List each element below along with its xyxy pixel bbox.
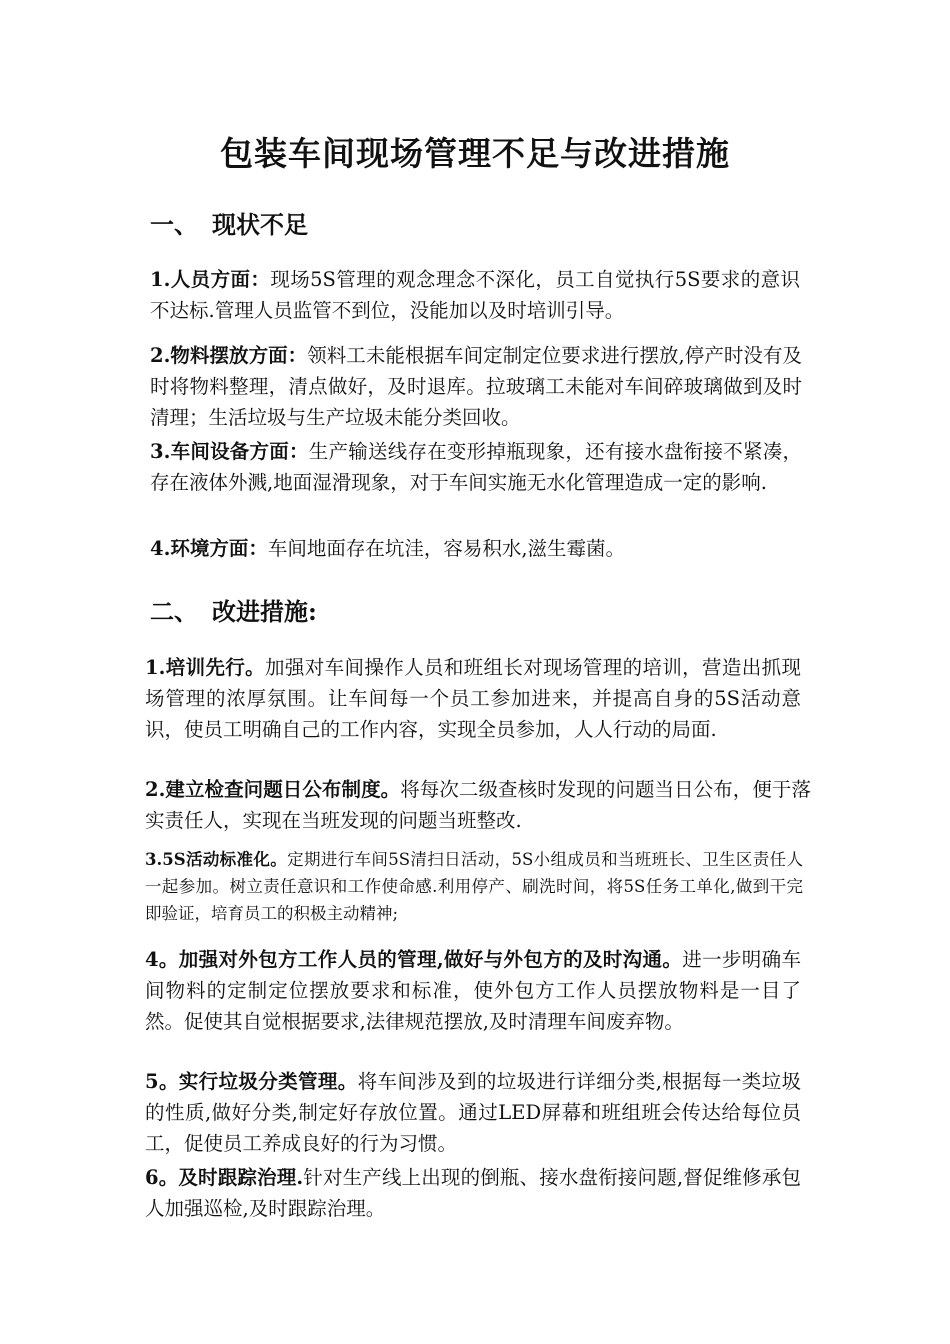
measure-item-waste-sorting bbox=[145, 1066, 801, 1159]
status-item-equipment bbox=[150, 436, 802, 498]
item-label: 1.人员方面： bbox=[150, 268, 271, 291]
measure-item-inspection bbox=[145, 774, 811, 836]
section-number: 二、 bbox=[150, 597, 198, 626]
item-label: 3.车间设备方面： bbox=[150, 440, 309, 463]
section-heading-status bbox=[150, 205, 308, 240]
item-label: 6。及时跟踪治理. bbox=[145, 1166, 304, 1189]
item-text: 领料工未能根据车间定制定位要求进行摆放,停产时没有及时将物料整理，清点做好，及时退库。拉玻璃工未能对车间碎玻璃做到及时清理；生活垃圾与生产垃圾未能分类回收。 bbox=[150, 344, 803, 429]
measure-item-training bbox=[145, 652, 801, 745]
item-text: 将车间涉及到的垃圾进行详细分类,根据每一类垃圾的性质,做好分类,制定好存放位置。通过LED屏幕和班组班会传达给每位员工，促使员工养成良好的行为习惯。 bbox=[145, 1070, 802, 1155]
item-text: 定期进行车间5S清扫日活动，5S小组成员和当班班长、卫生区责任人一起参加。树立责任意识和工作使命感.利用停产、刷洗时间，将5S任务工单化,做到干完即验证，培育员工的积极主动精神; bbox=[145, 850, 803, 923]
item-text: 加强对车间操作人员和班组长对现场管理的培训，营造出抓现场管理的浓厚氛围。让车间每一个员工参加进来，并提高自身的5S活动意识，使员工明确自己的工作内容，实现全员参加，人人行动的局面. bbox=[145, 656, 801, 741]
measure-item-5s-standard bbox=[145, 846, 803, 927]
item-label: 4.环境方面： bbox=[150, 537, 268, 560]
status-item-personnel bbox=[150, 264, 800, 326]
item-text: 针对生产线上出现的倒瓶、接水盘衔接问题,督促维修承包人加强巡检,及时跟踪治理。 bbox=[145, 1166, 801, 1220]
status-item-environment bbox=[150, 533, 802, 564]
section-number: 一、 bbox=[150, 210, 198, 239]
measure-item-tracking bbox=[145, 1162, 801, 1224]
section-title: 现状不足 bbox=[212, 210, 308, 239]
measure-item-outsourcing bbox=[145, 944, 801, 1037]
status-item-materials bbox=[150, 340, 802, 433]
item-text: 现场5S管理的观念理念不深化，员工自觉执行5S要求的意识不达标.管理人员监管不到位，没能加以及时培训引导。 bbox=[150, 268, 801, 322]
document-title: 包装车间现场管理不足与改进措施 bbox=[220, 134, 730, 173]
item-label: 2.物料摆放方面： bbox=[150, 344, 308, 367]
section-title: 改进措施: bbox=[212, 597, 317, 626]
item-label: 2.建立检查问题日公布制度。 bbox=[145, 778, 401, 801]
item-text: 车间地面存在坑洼，容易积水,滋生霉菌。 bbox=[267, 537, 626, 560]
item-text: 生产输送线存在变形掉瓶现象，还有接水盘衔接不紧凑，存在液体外溅,地面湿滑现象，对于车间实施无水化管理造成一定的影响. bbox=[150, 440, 802, 494]
item-label: 5。实行垃圾分类管理。 bbox=[145, 1070, 358, 1093]
item-label: 3.5S活动标准化。 bbox=[145, 850, 288, 869]
item-label: 4。加强对外包方工作人员的管理,做好与外包方的及时沟通。 bbox=[145, 948, 683, 971]
section-heading-improvements bbox=[150, 592, 317, 627]
item-text: 将每次二级查核时发现的问题当日公布，便于落实责任人，实现在当班发现的问题当班整改. bbox=[145, 778, 811, 832]
item-text: 进一步明确车间物料的定制定位摆放要求和标准，使外包方工作人员摆放物料是一目了然。促使其自觉根据要求,法律规范摆放,及时清理车间废弃物。 bbox=[145, 948, 801, 1033]
item-label: 1.培训先行。 bbox=[145, 656, 266, 679]
